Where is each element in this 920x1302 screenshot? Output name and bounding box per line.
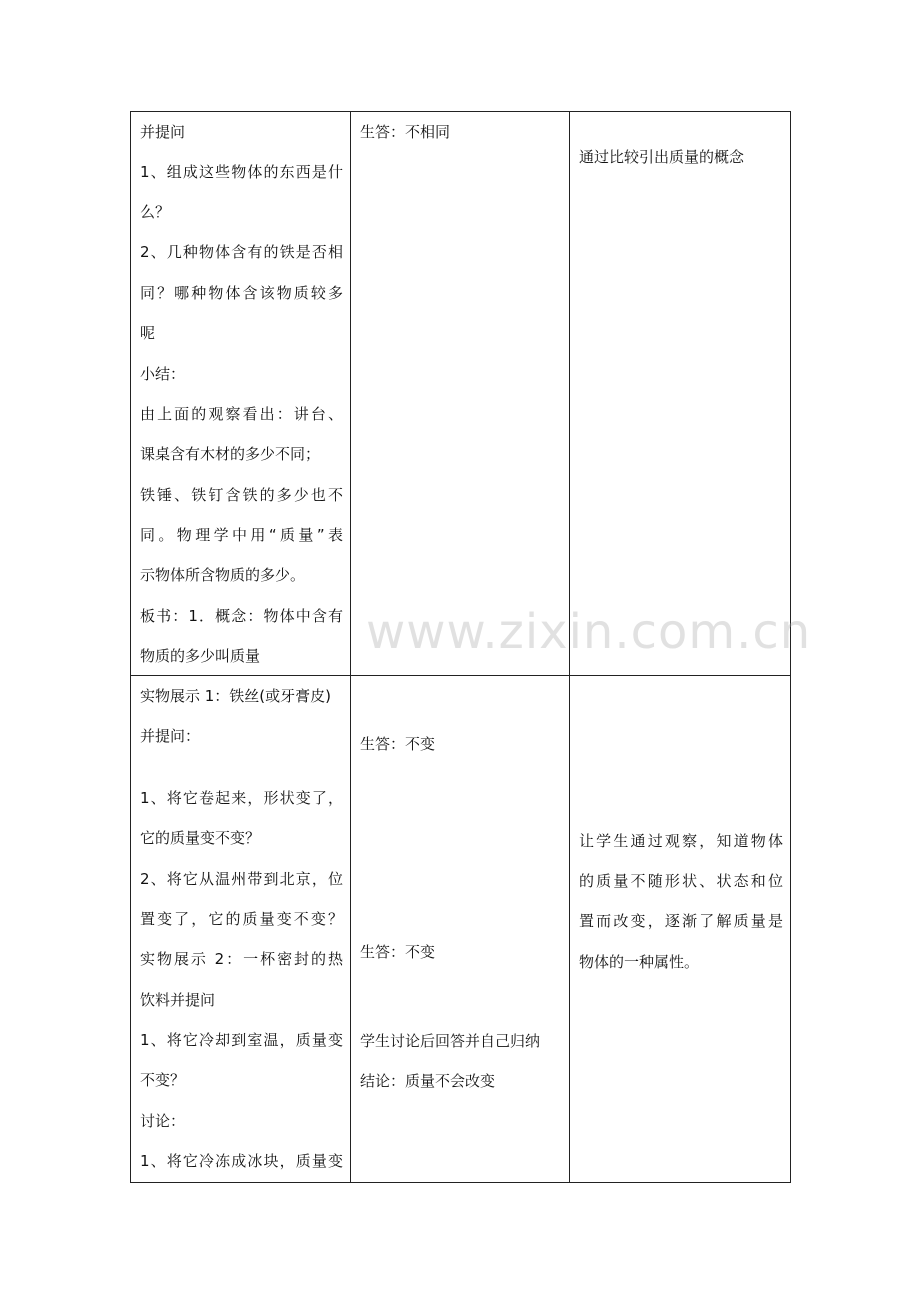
table-row (131, 112, 791, 676)
text-line: 么？ (140, 203, 171, 221)
text-line: 生答：不相同 (360, 123, 451, 141)
text-line: 置变了，它的质量变不变？ (140, 910, 343, 928)
lesson-table (130, 111, 791, 1183)
text-line: 板书：1．概念：物体中含有 (140, 607, 343, 625)
text-line: 物质的多少叫质量 (140, 647, 261, 665)
student-activity-cell (351, 112, 570, 676)
text-line: 课桌含有木材的多少不同； (140, 445, 321, 463)
text-line: 铁锤、铁钉含铁的多少也不 (140, 486, 343, 504)
text-line: 不变？ (140, 1071, 186, 1089)
teaching-process-cell (131, 676, 351, 1183)
student-activity-cell (351, 676, 570, 1183)
text-line: 小结： (140, 365, 186, 383)
design-intent-cell (570, 112, 791, 676)
teaching-process-cell (131, 112, 351, 676)
text-line: 1、组成这些物体的东西是什 (140, 163, 343, 181)
text-line: 实物展示 2：一杯密封的热 (140, 950, 343, 968)
text-line: 物体的一种属性。 (579, 953, 700, 971)
design-intent-cell (570, 676, 791, 1183)
text-line: 置而改变，逐渐了解质量是 (579, 912, 783, 930)
text-line: 实物展示 1：铁丝(或牙膏皮) (140, 687, 332, 705)
table-row (131, 676, 791, 1183)
text-line: 通过比较引出质量的概念 (579, 148, 745, 166)
text-line: 2、几种物体含有的铁是否相 (140, 243, 343, 261)
text-line: 1、将它冷冻成冰块，质量变 (140, 1152, 343, 1170)
text-line: 的质量不随形状、状态和位 (579, 872, 783, 890)
text-line: 示物体所含物质的多少。 (140, 566, 306, 584)
text-line: 结论：质量不会改变 (360, 1072, 496, 1090)
text-line: 1、将它冷却到室温，质量变 (140, 1031, 343, 1049)
text-line: 生答：不变 (360, 943, 436, 961)
text-line: 生答：不变 (360, 735, 436, 753)
text-line: 它的质量变不变？ (140, 829, 261, 847)
text-line: 并提问： (140, 727, 201, 745)
text-line: 同？哪种物体含该物质较多 (140, 284, 343, 302)
text-line: 让学生通过观察，知道物体 (579, 832, 783, 850)
text-line: 同。物理学中用“质量”表 (140, 526, 343, 544)
text-line: 1、将它卷起来，形状变了， (140, 789, 343, 807)
text-line: 由上面的观察看出：讲台、 (140, 405, 343, 423)
text-line: 饮料并提问 (140, 991, 216, 1009)
text-line: 2、将它从温州带到北京，位 (140, 870, 343, 888)
text-line: 学生讨论后回答并自己归纳 (360, 1032, 541, 1050)
text-line: 并提问 (140, 123, 186, 141)
text-line: 讨论： (140, 1112, 186, 1130)
watermark: www.zixin.com.cn (366, 604, 812, 660)
text-line: 呢 (140, 324, 156, 342)
